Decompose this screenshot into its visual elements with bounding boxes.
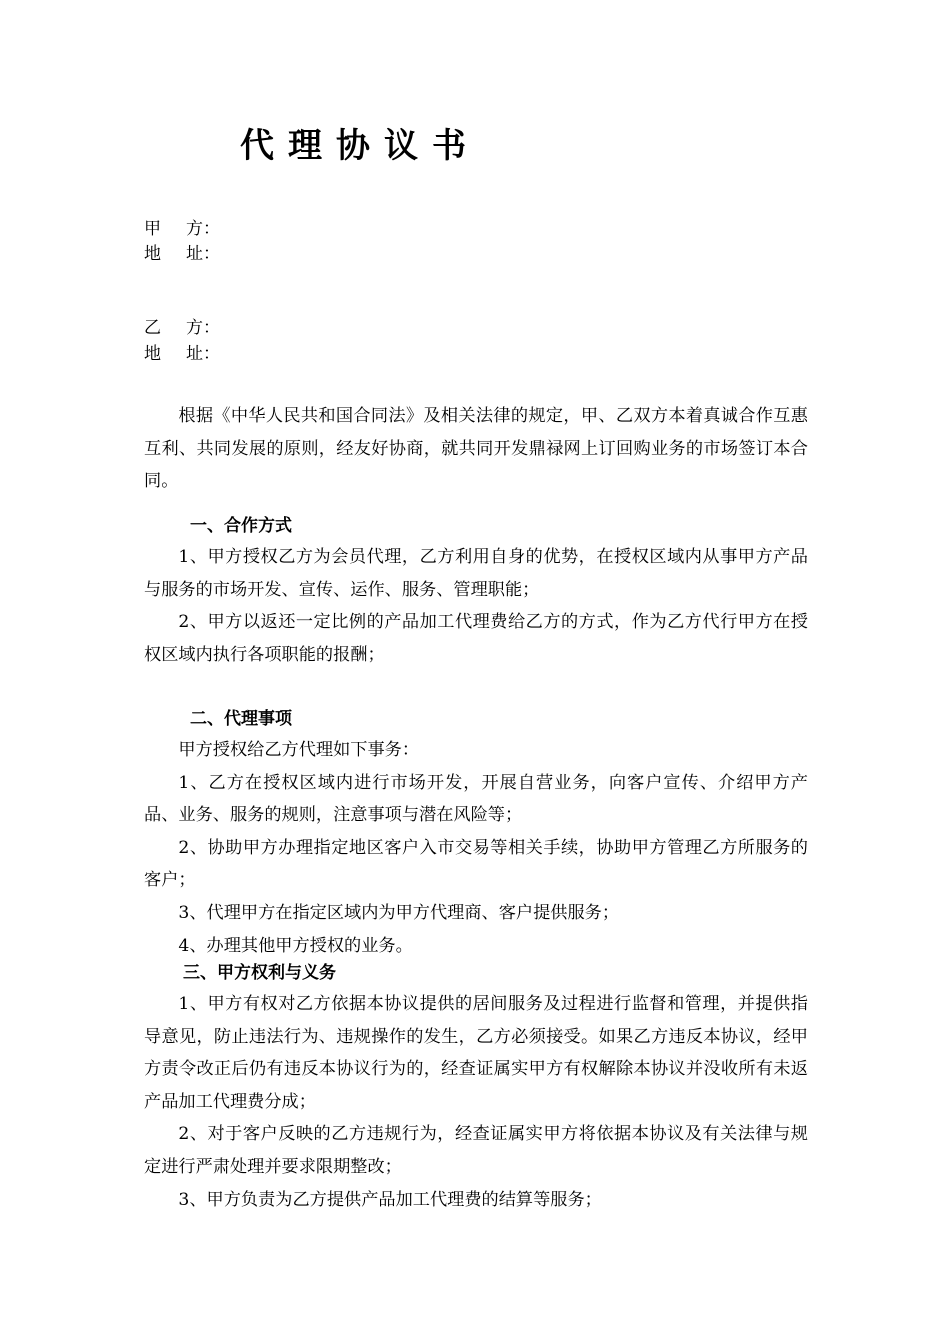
section-3-item-2: 2、对于客户反映的乙方违规行为，经查证属实甲方将依据本协议及有关法律与规定进行严肃处理并要求限期整改； (144, 1124, 808, 1177)
section-2-lead: 甲方授权给乙方代理如下事务： (178, 740, 420, 760)
intro-paragraph: 根据《中华人民共和国合同法》及相关法律的规定，甲、乙双方本着真诚合作互惠互利、共同发展的原则，经友好协商，就共同开发鼎禄网上订回购业务的市场签订本合同。 (144, 406, 808, 492)
section-3-body (144, 988, 808, 1216)
party-a-name-line (144, 216, 220, 242)
section-3-item-3: 3、甲方负责为乙方提供产品加工代理费的结算等服务； (178, 1189, 602, 1210)
section-1-body (144, 541, 808, 671)
section-2-item-1: 1、乙方在授权区域内进行市场开发，开展自营业务，向客户宣传、介绍甲方产品、业务、服务的规则，注意事项与潜在风险等； (144, 772, 808, 826)
section-1-item-1: 1、甲方授权乙方为会员代理，乙方利用自身的优势，在授权区域内从事甲方产品与服务的市场开发、宣传、运作、服务、管理职能； (144, 547, 808, 600)
section-1-heading: 一、合作方式 (190, 516, 292, 536)
party-b-address-line (144, 341, 220, 367)
document-title: 代理协议书 (240, 126, 480, 166)
section-2-item-2: 2、协助甲方办理指定地区客户入市交易等相关手续，协助甲方管理乙方所服务的客户； (144, 837, 808, 891)
section-2-item-3: 3、代理甲方在指定区域内为甲方代理商、客户提供服务； (178, 902, 620, 923)
party-b-address-label-1: 地 (144, 344, 161, 364)
party-a-name-label-2: 方： (186, 219, 220, 239)
section-3-item-1: 1、甲方有权对乙方依据本协议提供的居间服务及过程进行监督和管理，并提供指导意见，防止违法行为、违规操作的发生，乙方必须接受。如果乙方违反本协议，经甲方责令改正后仍有违反本协议行为的，经查证属实甲方有权解除本协议并没收所有未返产品加工代理费分成； (144, 994, 808, 1112)
section-1-item-2: 2、甲方以返还一定比例的产品加工代理费给乙方的方式，作为乙方代行甲方在授权区域内执行各项职能的报酬； (144, 612, 808, 665)
section-2-body (144, 734, 808, 962)
section-2-heading: 二、代理事项 (190, 709, 292, 729)
party-b-name-line (144, 315, 220, 341)
party-b-address-label-2: 址： (186, 344, 220, 364)
party-a-address-label-1: 地 (144, 244, 161, 264)
intro-paragraph-block (144, 400, 808, 498)
section-3-heading: 三、甲方权利与义务 (183, 963, 336, 983)
party-a-address-label-2: 址： (186, 244, 220, 264)
party-a-address-line (144, 241, 220, 267)
party-b-name-label-1: 乙 (144, 318, 161, 338)
section-2-item-4: 4、办理其他甲方授权的业务。 (178, 935, 413, 956)
party-a-name-label-1: 甲 (144, 219, 161, 239)
party-b-name-label-2: 方： (186, 318, 220, 338)
